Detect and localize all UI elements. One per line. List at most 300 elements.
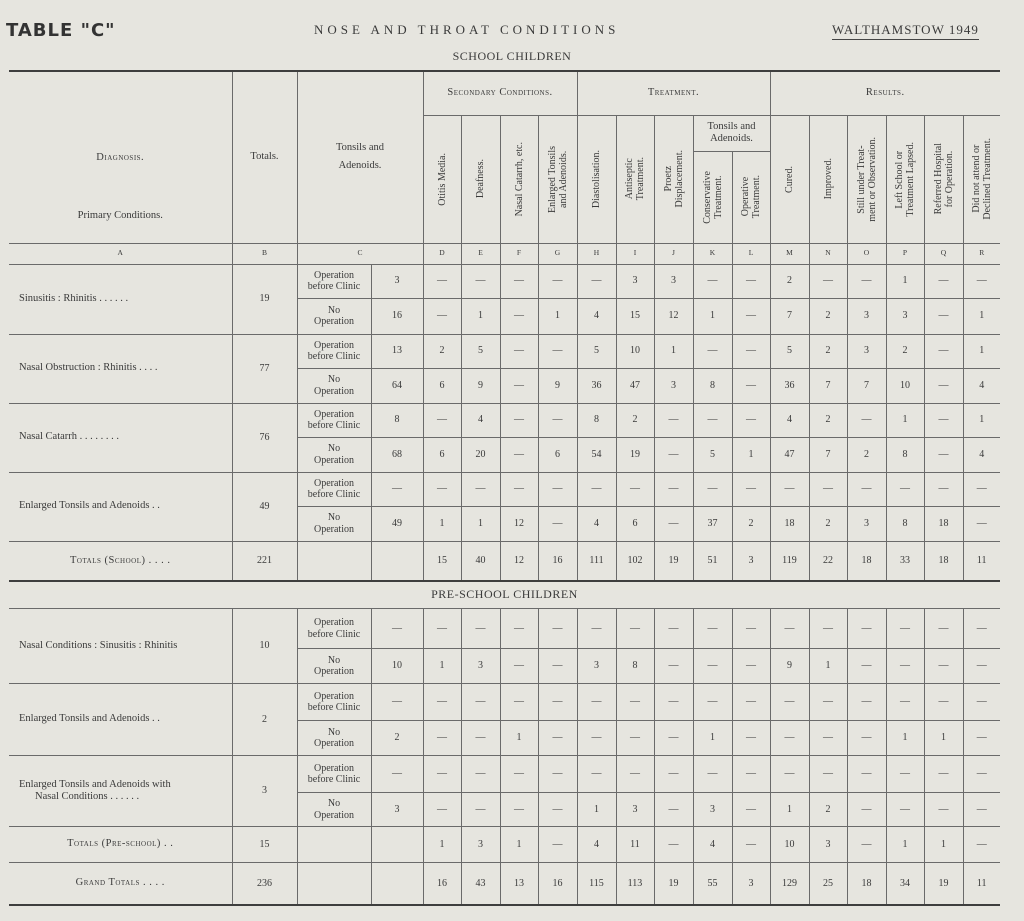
condition-label-line: Operation xyxy=(314,408,354,420)
value-cell: 1 xyxy=(693,298,732,334)
condition-label-line: before Clinic xyxy=(307,420,361,431)
value-cell: 2 xyxy=(809,334,847,368)
value-cell: 10 xyxy=(616,334,654,368)
value-cell: 5 xyxy=(770,334,809,368)
value-cell: — xyxy=(616,472,654,506)
condition-label-line: Operation xyxy=(314,738,354,749)
value-cell: — xyxy=(461,264,500,298)
value-cell: 2 xyxy=(423,334,461,368)
value-cell: 8 xyxy=(616,649,654,684)
col-letter: M xyxy=(770,243,809,264)
value-cell: — xyxy=(500,609,538,649)
condition-label-line: before Clinic xyxy=(307,774,361,785)
condition-label xyxy=(297,506,371,541)
value-cell: 8 xyxy=(886,506,924,541)
value-cell: 64 xyxy=(371,368,423,403)
diagnosis-cell xyxy=(9,684,232,756)
value-cell: 36 xyxy=(770,368,809,403)
value-cell: 4 xyxy=(963,368,1000,403)
empty-cell xyxy=(297,863,371,905)
value-cell: 1 xyxy=(423,506,461,541)
value-cell: — xyxy=(847,472,886,506)
value-cell: — xyxy=(770,609,809,649)
value-cell: 1 xyxy=(500,721,538,756)
value-cell: — xyxy=(538,684,577,721)
total-cell: 49 xyxy=(232,472,297,541)
value-cell: 1 xyxy=(886,264,924,298)
value-cell: 12 xyxy=(654,298,693,334)
total-cell: 10 xyxy=(232,609,297,684)
value-cell: 47 xyxy=(770,437,809,472)
value-cell: — xyxy=(500,437,538,472)
value-cell: — xyxy=(577,756,616,793)
diagnosis-header-cell xyxy=(9,71,232,243)
totals-header: Totals. xyxy=(232,71,297,243)
value-cell: — xyxy=(809,721,847,756)
col-letter: E xyxy=(461,243,500,264)
value-cell: — xyxy=(693,334,732,368)
value-cell: — xyxy=(538,793,577,827)
value-cell: — xyxy=(616,684,654,721)
value-cell: — xyxy=(770,721,809,756)
total-cell: 76 xyxy=(232,403,297,472)
diagnosis-name-line2: Nasal Conditions . . . . . . xyxy=(35,791,140,802)
value-cell: — xyxy=(924,264,963,298)
empty-cell xyxy=(371,863,423,905)
value-cell: — xyxy=(538,472,577,506)
totals-value: 34 xyxy=(886,863,924,905)
value-cell: — xyxy=(654,684,693,721)
condition-label xyxy=(297,472,371,506)
condition-label xyxy=(297,649,371,684)
diagnosis-cell xyxy=(9,472,232,541)
totals-row xyxy=(9,541,1000,581)
col-letter: J xyxy=(654,243,693,264)
tonsils-header-line2: Adenoids. xyxy=(338,160,382,172)
value-cell: 9 xyxy=(461,368,500,403)
value-cell: — xyxy=(616,609,654,649)
value-cell: 3 xyxy=(886,298,924,334)
tonsils-header-line1: Tonsils and xyxy=(336,142,384,154)
table-row xyxy=(9,403,1000,437)
totals-value: 12 xyxy=(500,541,538,581)
value-cell: — xyxy=(500,403,538,437)
totals-value: 3 xyxy=(809,827,847,863)
totals-value: 1 xyxy=(924,827,963,863)
condition-label xyxy=(297,721,371,756)
condition-label-line: Operation xyxy=(314,454,354,466)
totals-value: 3 xyxy=(732,863,770,905)
value-cell: 3 xyxy=(654,368,693,403)
totals-value: — xyxy=(732,827,770,863)
value-cell: — xyxy=(770,756,809,793)
totals-value: 16 xyxy=(538,863,577,905)
value-cell: 3 xyxy=(616,793,654,827)
value-cell: — xyxy=(924,684,963,721)
value-cell: — xyxy=(423,298,461,334)
value-cell: 1 xyxy=(809,649,847,684)
condition-label-line: before Clinic xyxy=(307,351,361,362)
value-cell: 16 xyxy=(371,298,423,334)
value-cell: — xyxy=(732,793,770,827)
condition-label-line: No xyxy=(327,374,341,385)
table-row xyxy=(9,264,1000,298)
col-left-school: Left School or Treatment Lapsed. xyxy=(894,141,916,217)
value-cell: — xyxy=(500,298,538,334)
table-row xyxy=(9,756,1000,793)
totals-row xyxy=(9,827,1000,863)
value-cell: 2 xyxy=(732,506,770,541)
value-cell: 3 xyxy=(461,649,500,684)
value-cell: — xyxy=(371,472,423,506)
condition-label-line: before Clinic xyxy=(307,702,361,713)
value-cell: 19 xyxy=(616,437,654,472)
value-cell: — xyxy=(924,756,963,793)
value-cell: — xyxy=(770,684,809,721)
condition-label-line: Operation xyxy=(314,477,354,489)
value-cell: — xyxy=(693,756,732,793)
nose-throat-table xyxy=(9,70,1000,906)
col-letter: H xyxy=(577,243,616,264)
totals-value: 33 xyxy=(886,541,924,581)
value-cell: — xyxy=(809,756,847,793)
total-cell: 2 xyxy=(232,684,297,756)
value-cell: — xyxy=(500,334,538,368)
totals-value: 19 xyxy=(654,863,693,905)
value-cell: — xyxy=(500,472,538,506)
value-cell: — xyxy=(963,721,1000,756)
value-cell: — xyxy=(886,756,924,793)
tonsils-adenoids-header xyxy=(297,71,423,243)
col-letter: G xyxy=(538,243,577,264)
table-label: TABLE "C" xyxy=(6,20,116,41)
diagnosis-name: Nasal Conditions : Sinusitis : Rhinitis xyxy=(19,639,178,651)
value-cell: 2 xyxy=(371,721,423,756)
condition-label-line: before Clinic xyxy=(307,628,361,640)
value-cell: — xyxy=(924,609,963,649)
condition-label xyxy=(297,793,371,827)
col-operative: Operative Treatment. xyxy=(740,175,762,219)
diagnosis-cell xyxy=(9,403,232,472)
value-cell: — xyxy=(693,649,732,684)
value-cell: 1 xyxy=(693,721,732,756)
value-cell: — xyxy=(924,793,963,827)
value-cell: — xyxy=(963,793,1000,827)
col-letter: R xyxy=(963,243,1000,264)
table-row xyxy=(9,684,1000,721)
col-letter: N xyxy=(809,243,847,264)
value-cell: — xyxy=(654,437,693,472)
empty-cell xyxy=(371,827,423,863)
totals-value: — xyxy=(963,827,1000,863)
value-cell: — xyxy=(461,721,500,756)
value-cell: — xyxy=(924,437,963,472)
value-cell: 3 xyxy=(847,334,886,368)
value-cell: 2 xyxy=(886,334,924,368)
col-letter: K xyxy=(693,243,732,264)
col-letter: I xyxy=(616,243,654,264)
value-cell: 49 xyxy=(371,506,423,541)
diagnosis-cell xyxy=(9,756,232,827)
col-enlarged-tonsils: Enlarged Tonsils and Adenoids. xyxy=(546,145,569,213)
value-cell: — xyxy=(924,472,963,506)
col-nasal-catarrh: Nasal Catarrh, etc. xyxy=(513,141,525,217)
value-cell: 4 xyxy=(577,506,616,541)
value-cell: — xyxy=(423,756,461,793)
value-cell: — xyxy=(847,264,886,298)
value-cell: — xyxy=(963,264,1000,298)
value-cell: — xyxy=(371,609,423,649)
diagnosis-cell xyxy=(9,264,232,334)
col-proetz: Proetz Displacement. xyxy=(662,150,685,208)
value-cell: — xyxy=(924,368,963,403)
condition-label-line: Operation xyxy=(314,339,354,351)
value-cell: — xyxy=(538,721,577,756)
totals-label: Totals (School) . . . . xyxy=(9,541,232,581)
table-row xyxy=(9,334,1000,368)
totals-value: 22 xyxy=(809,541,847,581)
value-cell: 18 xyxy=(770,506,809,541)
value-cell: — xyxy=(654,609,693,649)
condition-label-line: No xyxy=(327,304,341,316)
condition-label xyxy=(297,264,371,298)
value-cell: 3 xyxy=(371,793,423,827)
value-cell: — xyxy=(963,609,1000,649)
value-cell: — xyxy=(770,472,809,506)
value-cell: 2 xyxy=(809,793,847,827)
value-cell: 1 xyxy=(963,298,1000,334)
value-cell: 3 xyxy=(577,649,616,684)
value-cell: 68 xyxy=(371,437,423,472)
value-cell: — xyxy=(577,721,616,756)
value-cell: 3 xyxy=(371,264,423,298)
value-cell: — xyxy=(732,298,770,334)
value-cell: — xyxy=(963,756,1000,793)
value-cell: 1 xyxy=(963,403,1000,437)
value-cell: — xyxy=(577,264,616,298)
total-cell: 19 xyxy=(232,264,297,334)
condition-label xyxy=(297,403,371,437)
condition-label xyxy=(297,368,371,403)
value-cell: 7 xyxy=(809,437,847,472)
value-cell: — xyxy=(461,609,500,649)
col-diastolisation: Diastolisation. xyxy=(591,149,602,209)
value-cell: 6 xyxy=(616,506,654,541)
place-year: WALTHAMSTOW 1949 xyxy=(832,22,979,40)
value-cell: — xyxy=(654,472,693,506)
value-cell: — xyxy=(924,649,963,684)
value-cell: 15 xyxy=(616,298,654,334)
condition-label xyxy=(297,437,371,472)
value-cell: 18 xyxy=(924,506,963,541)
value-cell: 5 xyxy=(577,334,616,368)
value-cell: 3 xyxy=(616,264,654,298)
total-cell: 77 xyxy=(232,334,297,403)
value-cell: 6 xyxy=(423,437,461,472)
value-cell: 6 xyxy=(538,437,577,472)
value-cell: — xyxy=(732,721,770,756)
value-cell: 47 xyxy=(616,368,654,403)
value-cell: — xyxy=(654,721,693,756)
totals-value: 18 xyxy=(924,541,963,581)
value-cell: — xyxy=(538,609,577,649)
value-cell: 2 xyxy=(616,403,654,437)
col-letter: F xyxy=(500,243,538,264)
value-cell: 36 xyxy=(577,368,616,403)
empty-cell xyxy=(297,541,371,581)
value-cell: 54 xyxy=(577,437,616,472)
diagnosis-cell xyxy=(9,609,232,684)
value-cell: 1 xyxy=(963,334,1000,368)
totals-value: 102 xyxy=(616,541,654,581)
col-letter: Q xyxy=(924,243,963,264)
empty-cell xyxy=(371,541,423,581)
document-title: NOSE AND THROAT CONDITIONS xyxy=(314,22,620,37)
condition-label-line: before Clinic xyxy=(307,489,361,500)
totals-total: 15 xyxy=(232,827,297,863)
value-cell: — xyxy=(654,793,693,827)
value-cell: — xyxy=(847,793,886,827)
primary-conditions-header: Primary Conditions. xyxy=(77,210,163,221)
value-cell: — xyxy=(500,756,538,793)
value-cell: — xyxy=(461,472,500,506)
diagnosis-name: Enlarged Tonsils and Adenoids . . xyxy=(19,500,160,512)
value-cell: — xyxy=(886,609,924,649)
value-cell: 4 xyxy=(577,298,616,334)
value-cell: 1 xyxy=(461,298,500,334)
value-cell: 4 xyxy=(963,437,1000,472)
value-cell: — xyxy=(461,756,500,793)
value-cell: 10 xyxy=(371,649,423,684)
value-cell: — xyxy=(500,684,538,721)
value-cell: — xyxy=(963,472,1000,506)
condition-label-line: Operation xyxy=(314,523,354,535)
value-cell: 1 xyxy=(770,793,809,827)
value-cell: 7 xyxy=(770,298,809,334)
value-cell: — xyxy=(886,472,924,506)
value-cell: — xyxy=(732,368,770,403)
value-cell: — xyxy=(732,334,770,368)
col-cured: Cured. xyxy=(784,165,795,193)
totals-value: 1 xyxy=(886,827,924,863)
totals-value: 16 xyxy=(538,541,577,581)
value-cell: — xyxy=(423,264,461,298)
totals-value: 4 xyxy=(693,827,732,863)
value-cell: 5 xyxy=(461,334,500,368)
value-cell: — xyxy=(847,684,886,721)
value-cell: 1 xyxy=(423,649,461,684)
value-cell: 20 xyxy=(461,437,500,472)
value-cell: — xyxy=(371,756,423,793)
value-cell: — xyxy=(500,649,538,684)
section-header-row xyxy=(9,581,1000,609)
condition-label-line: No xyxy=(327,443,341,454)
value-cell: — xyxy=(732,264,770,298)
value-cell: — xyxy=(732,609,770,649)
value-cell: — xyxy=(693,609,732,649)
condition-label-line: Operation xyxy=(314,617,354,628)
value-cell: 10 xyxy=(886,368,924,403)
value-cell: — xyxy=(732,472,770,506)
condition-label-line: Operation xyxy=(314,809,354,821)
value-cell: — xyxy=(577,684,616,721)
totals-value: 4 xyxy=(577,827,616,863)
col-conservative: Conservative Treatment. xyxy=(701,170,724,224)
value-cell: — xyxy=(423,793,461,827)
value-cell: — xyxy=(538,403,577,437)
total-cell: 3 xyxy=(232,756,297,827)
value-cell: 4 xyxy=(461,403,500,437)
col-letter: B xyxy=(232,243,297,264)
totals-value: 11 xyxy=(963,541,1000,581)
condition-label-line: No xyxy=(327,726,341,738)
totals-value: 18 xyxy=(847,863,886,905)
value-cell: 8 xyxy=(371,403,423,437)
col-letter: O xyxy=(847,243,886,264)
value-cell: — xyxy=(847,649,886,684)
totals-value: 16 xyxy=(423,863,461,905)
value-cell: 13 xyxy=(371,334,423,368)
treatment-header: Treatment. xyxy=(577,71,770,115)
value-cell: — xyxy=(847,609,886,649)
col-otitis-media: Otitis Media. xyxy=(436,152,448,206)
totals-value: — xyxy=(847,827,886,863)
value-cell: 7 xyxy=(847,368,886,403)
value-cell: — xyxy=(538,649,577,684)
value-cell: 2 xyxy=(809,298,847,334)
col-letter: C xyxy=(297,243,423,264)
totals-value: 25 xyxy=(809,863,847,905)
value-cell: — xyxy=(423,609,461,649)
condition-label-line: Operation xyxy=(314,666,354,677)
value-cell: — xyxy=(732,756,770,793)
value-cell: — xyxy=(732,649,770,684)
value-cell: — xyxy=(423,721,461,756)
condition-label xyxy=(297,684,371,721)
value-cell: — xyxy=(886,684,924,721)
value-cell: — xyxy=(654,756,693,793)
value-cell: 2 xyxy=(809,506,847,541)
col-deafness: Deafness. xyxy=(475,159,486,199)
value-cell: 3 xyxy=(693,793,732,827)
totals-value: 40 xyxy=(461,541,500,581)
condition-label-line: Operation xyxy=(314,269,354,281)
totals-value: 15 xyxy=(423,541,461,581)
value-cell: — xyxy=(538,264,577,298)
totals-total: 221 xyxy=(232,541,297,581)
value-cell: — xyxy=(924,298,963,334)
value-cell: 3 xyxy=(847,298,886,334)
totals-value: 11 xyxy=(616,827,654,863)
diagnosis-name: Nasal Catarrh . . . . . . . . xyxy=(19,431,120,443)
col-letter: A xyxy=(9,243,232,264)
col-still-under-treatment: Still under Treat- ment or Observation. xyxy=(855,136,878,222)
diagnosis-name: Sinusitis : Rhinitis . . . . . . xyxy=(19,292,129,304)
value-cell: — xyxy=(963,684,1000,721)
col-did-not-attend: Did not attend or Declined Treatment. xyxy=(970,138,993,220)
value-cell: — xyxy=(693,264,732,298)
totals-value: 19 xyxy=(924,863,963,905)
value-cell: 9 xyxy=(770,649,809,684)
totals-value: 1 xyxy=(500,827,538,863)
value-cell: — xyxy=(538,756,577,793)
totals-value: 55 xyxy=(693,863,732,905)
value-cell: 2 xyxy=(809,403,847,437)
col-antiseptic: Antiseptic Treatment. xyxy=(624,157,646,201)
value-cell: — xyxy=(924,334,963,368)
value-cell: — xyxy=(616,721,654,756)
totals-value: 113 xyxy=(616,863,654,905)
